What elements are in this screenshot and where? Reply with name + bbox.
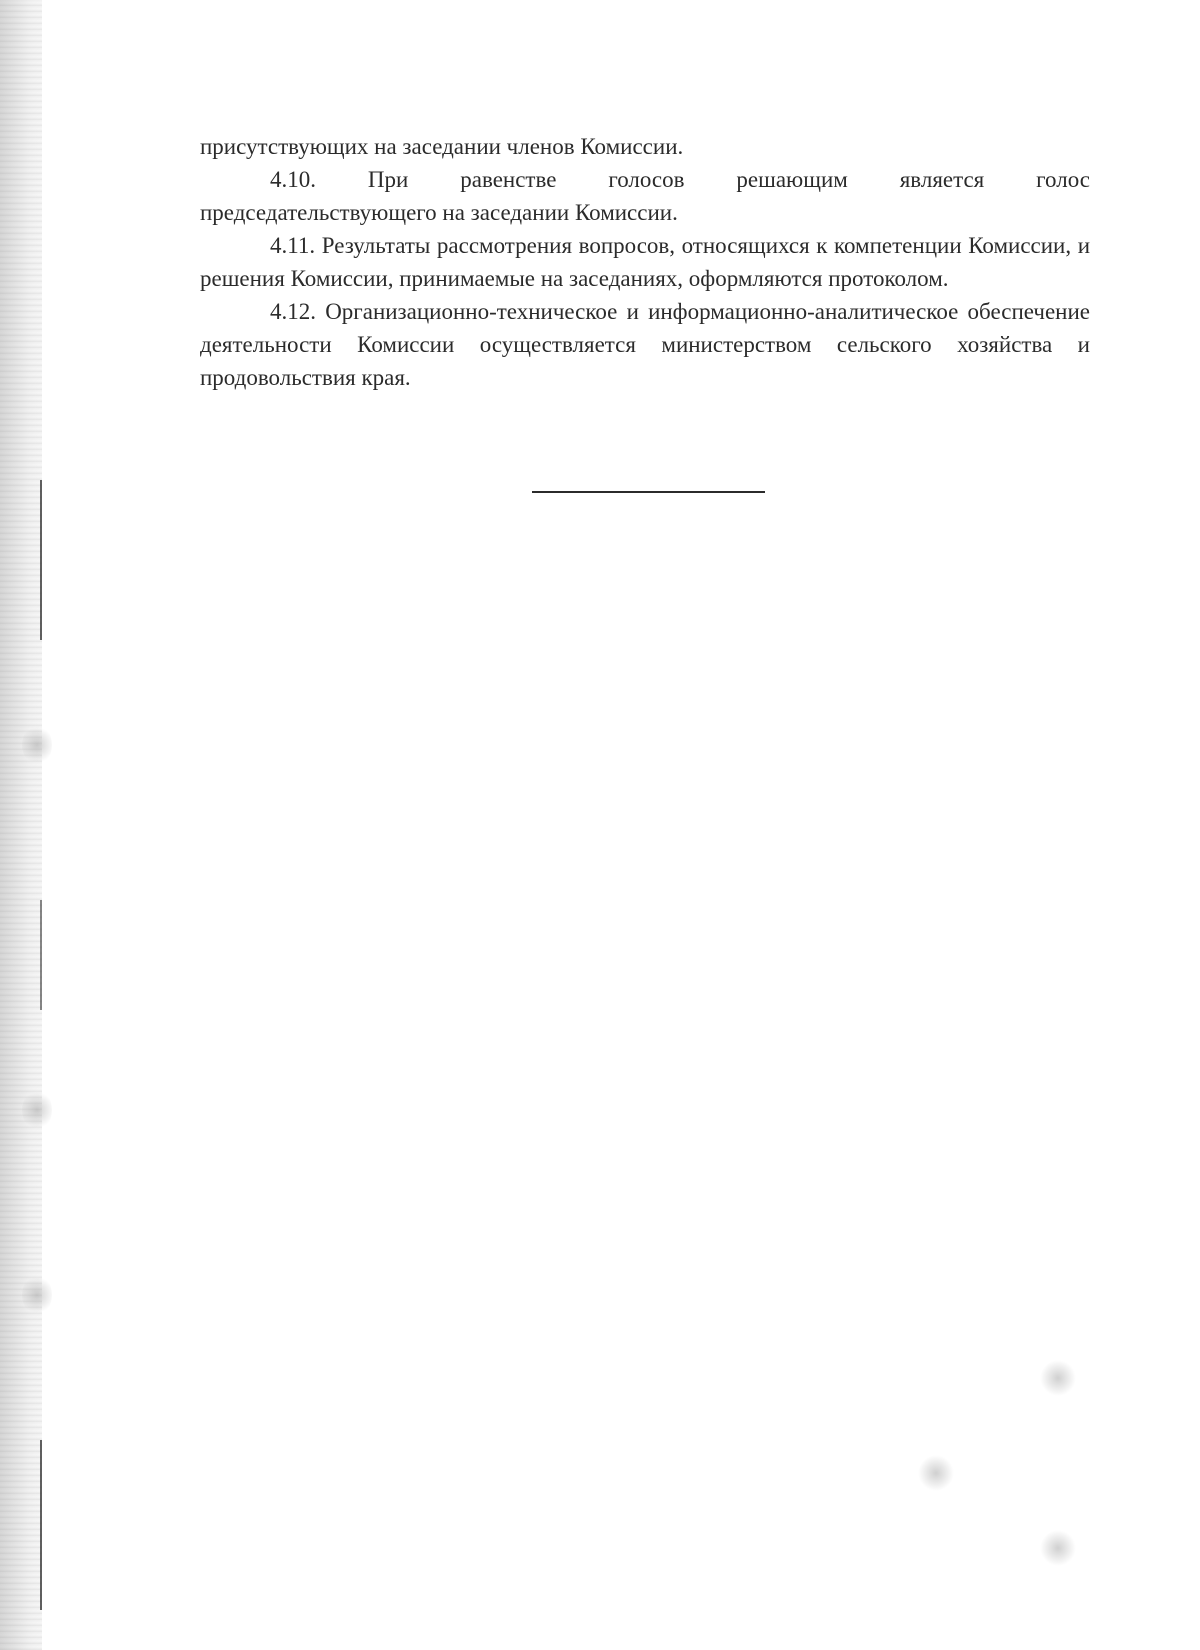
paragraph-4-10-continuation: председательствующего на заседании Комиссии. — [200, 200, 678, 225]
paragraph-4-10: 4.10. При равенстве голосов решающим является голос — [270, 167, 1090, 192]
scan-smudge — [22, 725, 52, 765]
scan-smudge — [22, 1090, 52, 1130]
scan-edge-line — [40, 480, 42, 640]
scan-smudge — [1040, 1360, 1076, 1396]
scan-edge — [0, 0, 42, 1650]
document-body — [200, 130, 1090, 394]
paragraph-4-11: 4.11. Результаты рассмотрения вопросов, относящихся к компетенции Комиссии, и решения Комиссии, принимаемые на заседаниях, оформляются протоколом. — [200, 233, 1090, 291]
scan-edge-line — [40, 900, 42, 1010]
paragraph-4-12: 4.12. Организационно-техническое и информационно-аналитическое обеспечение деятельности Комиссии осуществляется министерством сельского хозяйства и продовольствия края. — [200, 299, 1090, 390]
scan-smudge — [22, 1275, 52, 1315]
scan-smudge — [1040, 1530, 1076, 1566]
scan-smudge — [918, 1455, 954, 1491]
closing-rule — [532, 491, 765, 493]
scan-edge-line — [40, 1440, 42, 1610]
paragraph-continuation: присутствующих на заседании членов Комиссии. — [200, 134, 684, 159]
